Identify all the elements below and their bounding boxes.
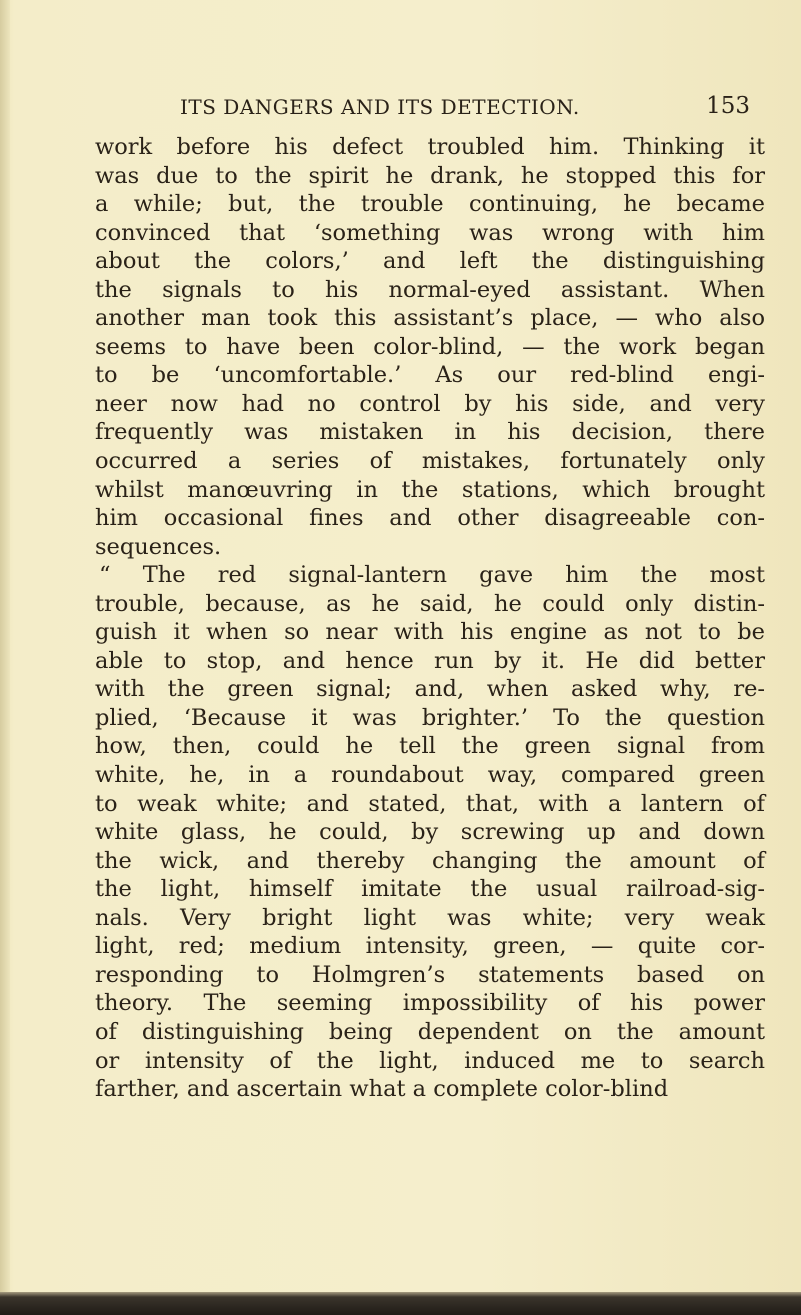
text-line: nals. Very bright light was white; very weak (95, 904, 765, 931)
text-line: a while; but, the trouble continuing, he became (95, 191, 765, 218)
text-line: about the colors,’ and left the distinguishing (95, 248, 765, 275)
text-line: theory. The seeming impossibility of his power (95, 990, 765, 1017)
text-line: how, then, could he tell the green signal from (95, 733, 765, 760)
text-line: whilst manœuvring in the stations, which brought (95, 476, 765, 503)
text-line: able to stop, and hence run by it. He did better (95, 647, 765, 674)
text-line: with the green signal; and, when asked why, re- (95, 676, 765, 703)
text-line: plied, ‘Because it was brighter.’ To the question (95, 704, 765, 731)
text-line: was due to the spirit he drank, he stopped this for (95, 162, 765, 189)
text-line: the wick, and thereby changing the amount of (95, 847, 765, 874)
text-line: to weak white; and stated, that, with a lantern of (95, 790, 765, 817)
text-line: seems to have been color-blind, — the work began (95, 333, 765, 360)
text-line: neer now had no control by his side, and very (95, 390, 765, 417)
text-line: the signals to his normal-eyed assistant. When (95, 276, 765, 303)
text-line: occurred a series of mistakes, fortunately only (95, 448, 765, 475)
text-line: sequences. (95, 533, 222, 560)
text-line: the light, himself imitate the usual railroad-sig- (95, 876, 765, 903)
text-line: him occasional fines and other disagreeable con- (95, 505, 765, 532)
text-line: of distinguishing being dependent on the amount (95, 1018, 765, 1045)
text-line: or intensity of the light, induced me to search (95, 1047, 765, 1074)
text-line: light, red; medium intensity, green, — quite cor- (95, 933, 765, 960)
text-line: frequently was mistaken in his decision, there (95, 419, 765, 446)
page-header (95, 93, 765, 127)
text-line: white glass, he could, by screwing up and down (95, 819, 765, 846)
text-line: another man took this assistant’s place, — who also (95, 305, 765, 332)
text-line: convinced that ‘something was wrong with him (95, 219, 765, 246)
text-line: white, he, in a roundabout way, compared green (95, 762, 765, 789)
page-bottom-edge (0, 1292, 801, 1315)
text-line: work before his defect troubled him. Thinking it (95, 134, 765, 160)
text-line: farther, and ascertain what a complete color-blind (95, 1076, 669, 1103)
running-title: ITS DANGERS AND ITS DETECTION. (180, 95, 580, 119)
text-line: responding to Holmgren’s statements based on (95, 961, 765, 988)
page-gutter (0, 0, 10, 1292)
text-line: “ The red signal-lantern gave him the most (99, 562, 765, 589)
page-number: 153 (706, 93, 750, 119)
text-line: trouble, because, as he said, he could only distin- (95, 590, 765, 617)
body-text (95, 133, 765, 1104)
text-line: to be ‘uncomfortable.’ As our red-blind engi- (95, 362, 765, 389)
text-line: guish it when so near with his engine as not to be (95, 619, 765, 646)
